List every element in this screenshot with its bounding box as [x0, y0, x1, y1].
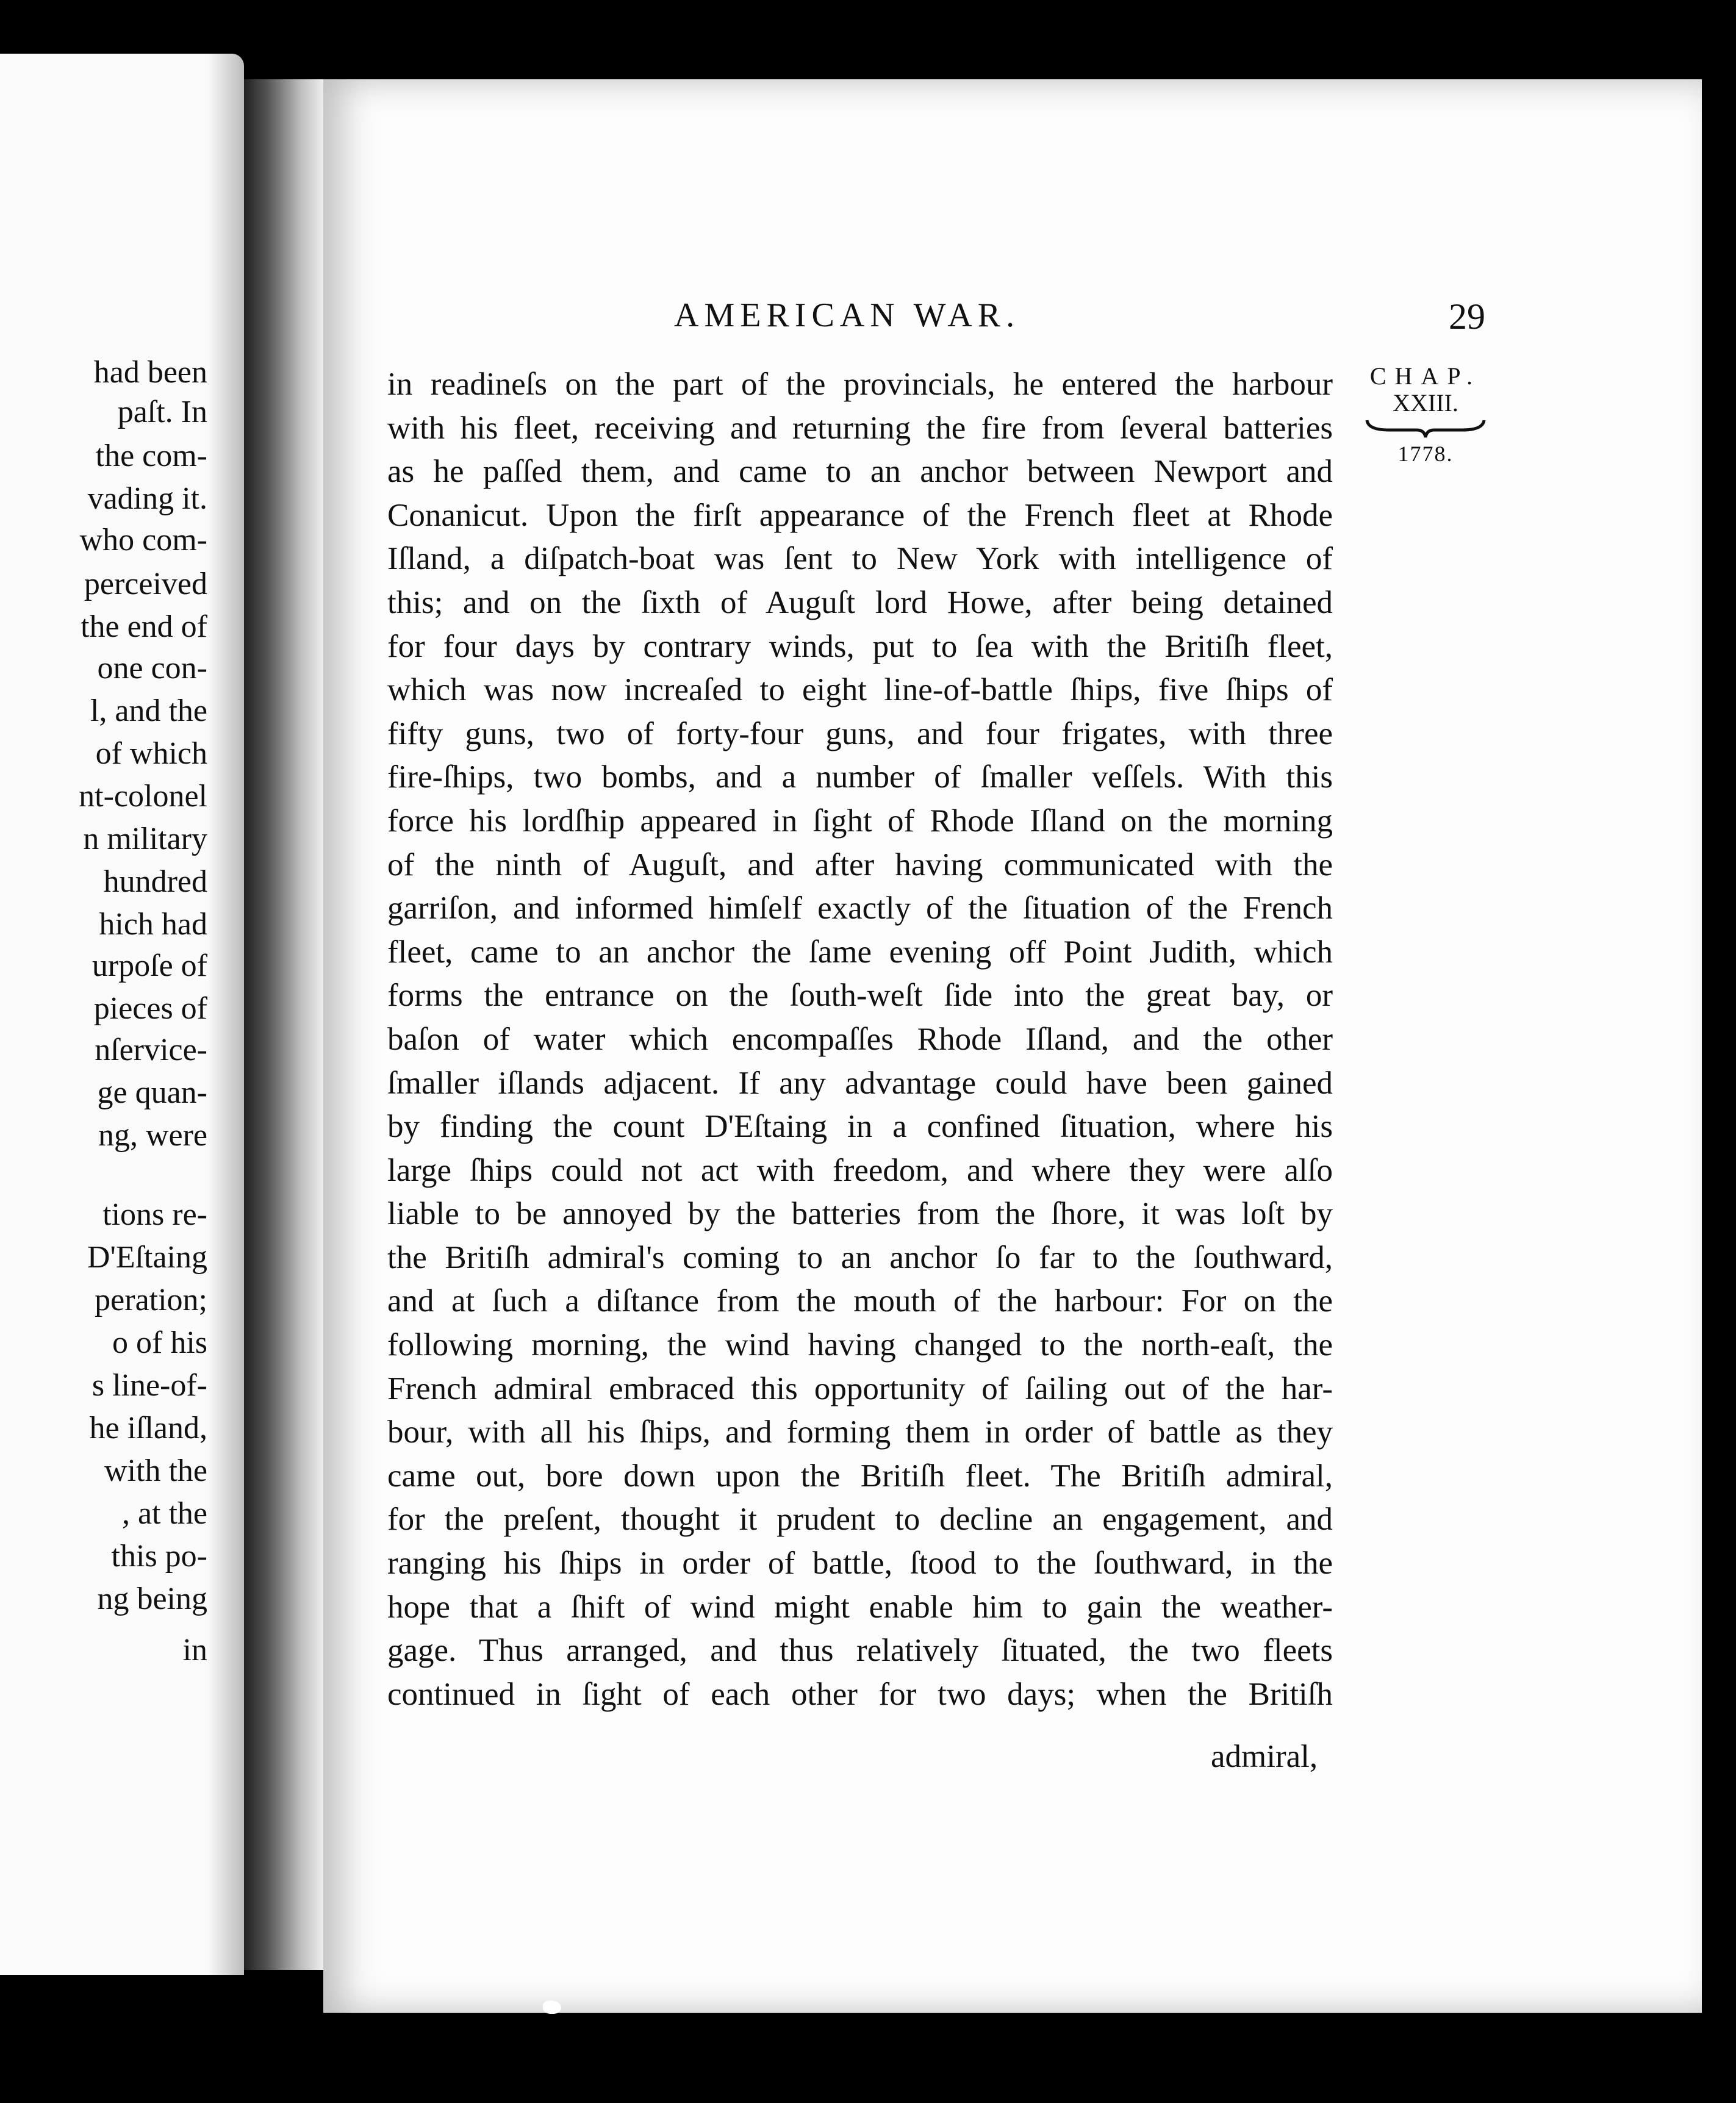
- text-line: for four days by contrary winds, put to ſea with the Britiſh fleet,: [387, 628, 1333, 664]
- facing-text-line: hich had: [99, 907, 207, 942]
- text-line: gage. Thus arranged, and thus relatively ſituated, the two fleets: [387, 1633, 1333, 1669]
- text-line: ſmaller iſlands adjacent. If any advantage could have been gained: [387, 1065, 1333, 1101]
- text-line: hope that a ſhift of wind might enable him to gain the weather-: [387, 1589, 1333, 1625]
- facing-text-line: peration;: [95, 1283, 207, 1317]
- text-line: liable to be annoyed by the batteries from the ſhore, it was loſt by: [387, 1196, 1333, 1232]
- body-text: [387, 363, 1333, 1716]
- text-line: came out, bore down upon the Britiſh fleet. The Britiſh admiral,: [387, 1458, 1333, 1494]
- text-line: Iſland, a diſpatch-boat was ſent to New York with intelligence of: [387, 541, 1333, 577]
- text-line: this; and on the ſixth of Auguſt lord Howe, after being detained: [387, 584, 1333, 620]
- text-line: which was now increaſed to eight line-of-battle ſhips, five ſhips of: [387, 672, 1333, 708]
- text-line: fire-ſhips, two bombs, and a number of ſmaller veſſels. With this: [387, 759, 1333, 795]
- facing-text-line: he iſland,: [89, 1411, 207, 1446]
- running-head: AMERICAN WAR.: [674, 296, 1020, 334]
- facing-text-line: D'Eſtaing: [87, 1240, 207, 1275]
- facing-text-line: with the: [104, 1453, 207, 1488]
- facing-text-line: hundred: [103, 864, 207, 899]
- margin-year: 1778.: [1397, 442, 1454, 466]
- text-line: force his lordſhip appeared in ſight of Rhode Iſland on the morning: [387, 803, 1333, 839]
- text-line: Conanicut. Upon the firſt appearance of the French fleet at Rhode: [387, 497, 1333, 533]
- facing-text-line: pieces of: [93, 991, 207, 1026]
- facing-text-line: this po-: [111, 1539, 207, 1574]
- facing-text-line: , at the: [121, 1496, 207, 1531]
- text-line: in readineſs on the part of the provincials, he entered the harbour: [387, 367, 1333, 402]
- facing-text-line: nt-colonel: [79, 779, 207, 814]
- text-line: and at ſuch a diſtance from the mouth of the harbour: For on the: [387, 1283, 1333, 1319]
- facing-text-line: had been: [93, 355, 207, 390]
- chapter-number: XXIII.: [1393, 389, 1458, 417]
- facing-text-line: nſervice-: [95, 1033, 207, 1067]
- book-spine: [244, 79, 323, 1970]
- text-line: ranging his ſhips in order of battle, ſtood to the ſouthward, in the: [387, 1546, 1333, 1582]
- facing-page-left: [0, 54, 244, 1975]
- text-line: of the ninth of Auguſt, and after having communicated with the: [387, 847, 1333, 883]
- facing-text-line: one con-: [97, 651, 207, 686]
- facing-text-line: paſt. In: [117, 395, 207, 429]
- text-line: as he paſſed them, and came to an anchor between Newport and: [387, 454, 1333, 490]
- text-line: forms the entrance on the ſouth-weſt ſide into the great bay, or: [387, 978, 1333, 1014]
- brace-icon: [1365, 418, 1487, 439]
- text-line: garriſon, and informed himſelf exactly of the ſituation of the French: [387, 890, 1333, 926]
- text-line: the Britiſh admiral's coming to an anchor ſo far to the ſouthward,: [387, 1239, 1333, 1275]
- chapter-label: CHAP.: [1369, 362, 1482, 390]
- facing-text-line: l, and the: [90, 693, 207, 728]
- facing-text-line: the com-: [95, 439, 207, 473]
- text-line: fleet, came to an anchor the ſame evening off Point Judith, which: [387, 934, 1333, 970]
- facing-text-line: who com-: [79, 523, 207, 557]
- facing-text-line: o of his: [112, 1325, 207, 1360]
- text-line: bour, with all his ſhips, and forming them in order of battle as they: [387, 1414, 1333, 1450]
- facing-text-line: vading it.: [87, 481, 207, 516]
- facing-text-line: perceived: [84, 567, 207, 601]
- text-line: continued in ſight of each other for two days; when the Britiſh: [387, 1676, 1333, 1712]
- catchword: admiral,: [1211, 1739, 1318, 1774]
- gutter-shadow: [207, 54, 244, 1975]
- facing-text-line: s line-of-: [91, 1368, 207, 1403]
- text-line: with his fleet, receiving and returning the fire from ſeveral batteries: [387, 410, 1333, 446]
- facing-text-line: in: [182, 1633, 207, 1668]
- scan-speck: [543, 2001, 561, 2014]
- margin-note: [1355, 363, 1496, 467]
- text-line: by finding the count D'Eſtaing in a confined ſituation, where his: [387, 1109, 1333, 1145]
- text-line: fifty guns, two of forty-four guns, and four frigates, with three: [387, 715, 1333, 751]
- page-number: 29: [1449, 296, 1485, 337]
- facing-text-line: ge quan-: [97, 1075, 207, 1110]
- text-line: following morning, the wind having changed to the north-eaſt, the: [387, 1327, 1333, 1363]
- facing-text-line: of which: [95, 736, 207, 771]
- facing-text-line: tions re-: [102, 1197, 207, 1232]
- text-line: for the preſent, thought it prudent to decline an engagement, and: [387, 1502, 1333, 1538]
- facing-text-line: ng, were: [98, 1118, 207, 1153]
- text-line: large ſhips could not act with freedom, and where they were alſo: [387, 1152, 1333, 1188]
- facing-text-line: ng being: [97, 1582, 207, 1616]
- text-line: French admiral embraced this opportunity of ſailing out of the har-: [387, 1370, 1333, 1406]
- facing-text-line: the end of: [81, 609, 207, 644]
- facing-text-line: urpoſe of: [91, 948, 207, 983]
- text-line: baſon of water which encompaſſes Rhode Iſland, and the other: [387, 1021, 1333, 1057]
- facing-text-line: n military: [83, 822, 207, 856]
